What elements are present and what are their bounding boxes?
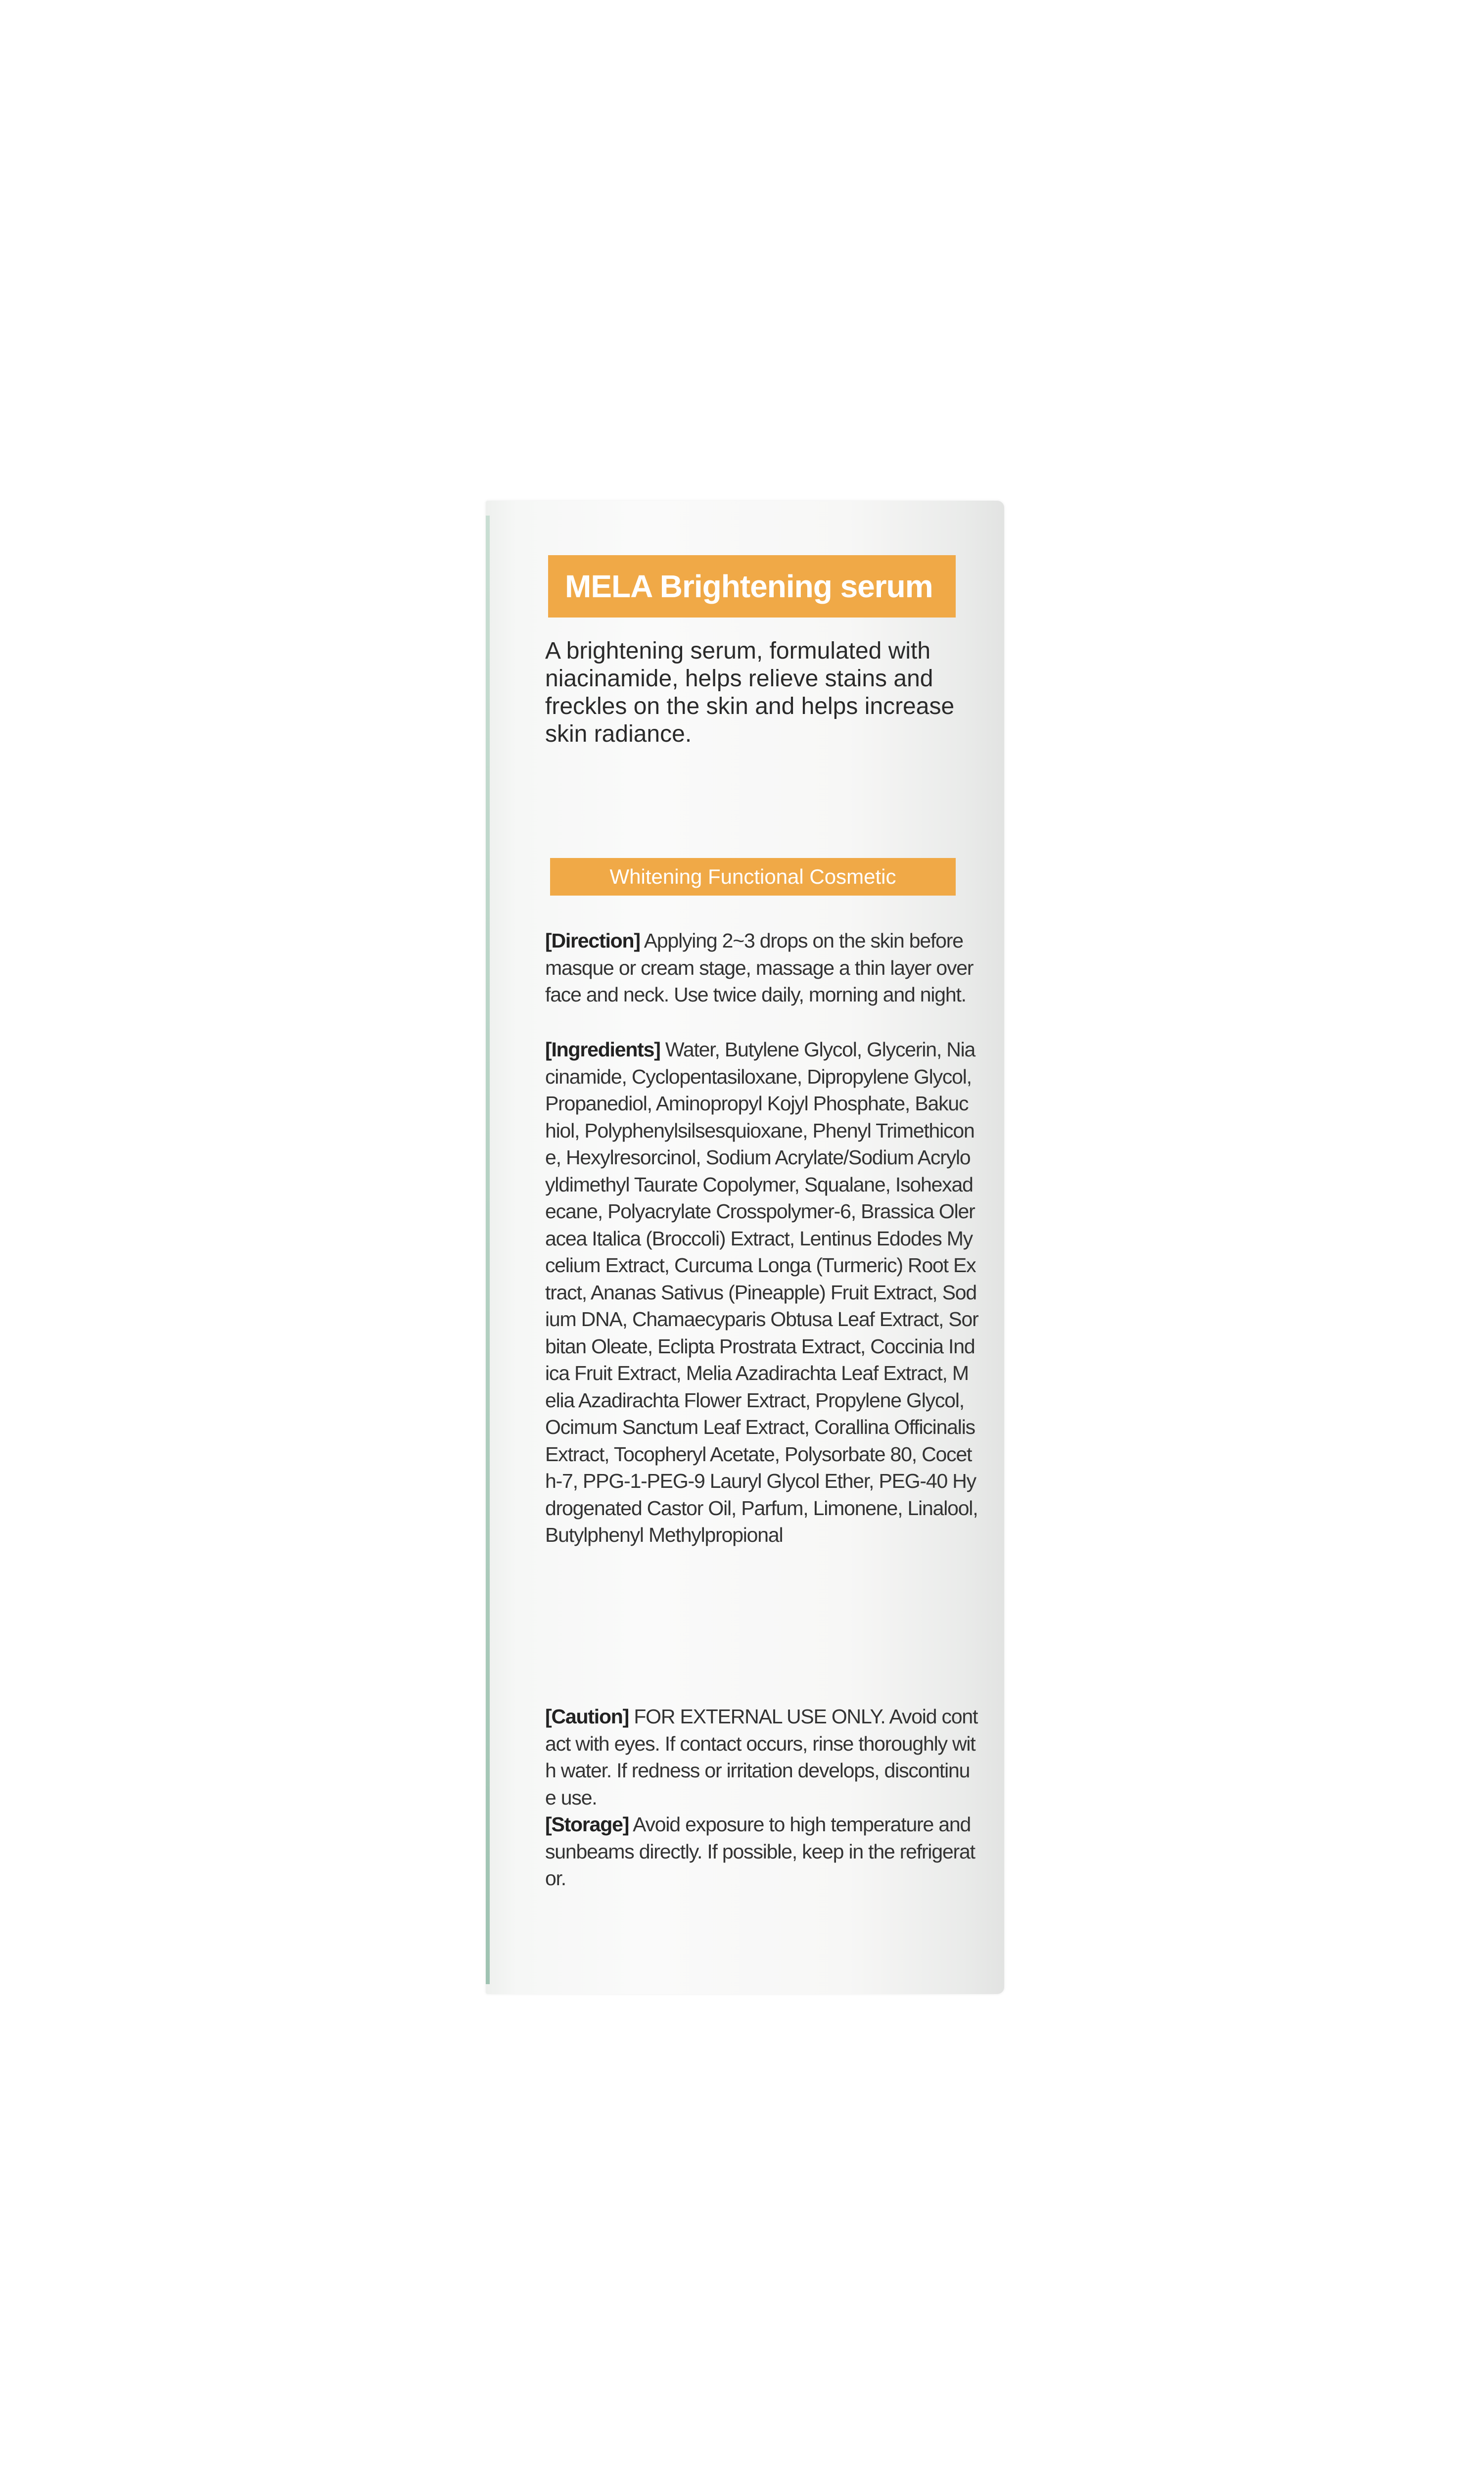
ingredients-label: [Ingredients] (545, 1038, 660, 1061)
product-box-side-panel (486, 501, 1004, 1994)
category-banner (550, 858, 956, 896)
caution-text: FOR EXTERNAL USE ONLY. Avoid contact with eyes. If contact occurs, rinse thoroughly with water. If redness or irritation develops, discontinue use. (545, 1705, 978, 1809)
direction-section (545, 927, 978, 1008)
product-title: MELA Brightening serum (565, 569, 933, 604)
ingredients-section (545, 1036, 978, 1549)
caution-label: [Caution] (545, 1705, 629, 1728)
storage-section (545, 1811, 978, 1892)
box-edge-stripe (486, 516, 490, 1984)
ingredients-text: Water, Butylene Glycol, Glycerin, Niacinamide, Cyclopentasiloxane, Dipropylene Glycol, Propanediol, Aminopropyl Kojyl Phosphate, Bakuchiol, Polyphenylsilsesquioxane, Phenyl Trimethicone, Hexylresorcinol, Sodium Acrylate/Sodium Acryloyldimethyl Taurate Copolymer, Squalane, Isohexadecane, Polyacrylate Crosspolymer-6, Brassica Oleracea Italica (Broccoli) Extract, Lentinus Edodes Mycelium Extract, Curcuma Longa (Turmeric) Root Extract, Ananas Sativus (Pineapple) Fruit Extract, Sodium DNA, Chamaecyparis Obtusa Leaf Extract, Sorbitan Oleate, Eclipta Prostrata Extract, Coccinia Indica Fruit Extract, Melia Azadirachta Leaf Extract, Melia Azadirachta Flower Extract, Propylene Glycol, Ocimum Sanctum Leaf Extract, Corallina Officinalis Extract, Tocopheryl Acetate, Polysorbate 80, Coceth-7, PPG-1-PEG-9 Lauryl Glycol Ether, PEG-40 Hydrogenated Castor Oil, Parfum, Limonene, Linalool, Butylphenyl Methylpropional (545, 1038, 978, 1546)
caution-section (545, 1703, 978, 1811)
product-description: A brightening serum, formulated with niacinamide, helps relieve stains and freckles on the skin and helps increase skin radiance. (545, 638, 955, 747)
storage-label: [Storage] (545, 1813, 629, 1836)
direction-text: Applying 2~3 drops on the skin before masque or cream stage, massage a thin layer over face and neck. Use twice daily, morning and night. (545, 929, 974, 1006)
direction-label: [Direction] (545, 929, 640, 952)
product-title-banner (548, 555, 956, 618)
category-label: Whitening Functional Cosmetic (609, 865, 896, 888)
storage-text: Avoid exposure to high temperature and sunbeams directly. If possible, keep in the refrigerator. (545, 1813, 975, 1890)
